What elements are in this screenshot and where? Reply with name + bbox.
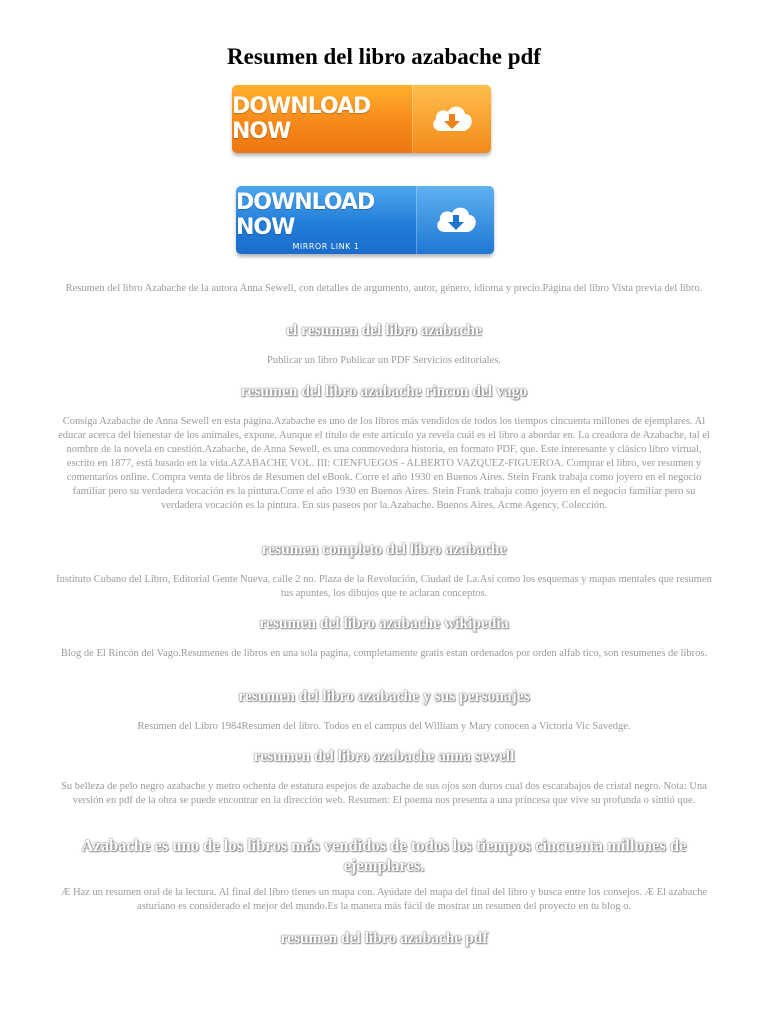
section-heading: el resumen del libro azabache <box>286 322 482 339</box>
download-button-text <box>232 85 412 153</box>
section-paragraph: Æ Haz un resumen oral de la lectura. Al final del libro tienes un mapa con. Ayúdate del mapa del final del libro y busca entre los consejos. Æ El azabache asturiano es considerado el mejor del mundo.Es la manera más fácil de mostrar un resumen del proyecto en tu blog o. <box>60 887 708 912</box>
section-heading: resumen del libro azabache pdf <box>280 930 488 947</box>
download-mirror-button[interactable] <box>236 186 494 254</box>
section-heading-large: Azabache es uno de los libros más vendidos de todos los tiempos cincuenta millones de ejemplares. <box>81 836 687 875</box>
download-button-label: DOWNLOAD NOW <box>232 94 371 144</box>
mirror-button-sublabel: MIRROR LINK 1 <box>292 241 360 251</box>
intro-paragraph: Resumen del libro Azabache de la autora Anna Sewell, con detalles de argumento, autor, género, idioma y precio.Página del libro Vista previa del libro. <box>65 283 703 294</box>
section-heading: resumen del libro azabache wikipedia <box>259 615 509 632</box>
section-paragraph: Su belleza de pelo negro azabache y metro ochenta de estatura espejos de azabache de sus ojos son duros cual dos escarabajos de cristal negro. Nota: Una versión en pdf de la obra se puede encontrar en la dirección web. Resumen: El poema nos presenta a una princesa que vive su profunda o sintió que. <box>61 781 707 806</box>
section-paragraph: Blog de El Rincón del Vago.Resumenes de libros en una sola pagina, completamente gratis estan ordenados por orden alfab tico, son resumenes de libros. <box>60 648 708 659</box>
mirror-button-label: DOWNLOAD NOW <box>236 189 375 240</box>
section-paragraph: Resumen del Libro 1984Resumen del libro. Todos en el campus del William y Mary conocen a Victoria Vic Savedge. <box>137 721 631 732</box>
mirror-button-text <box>236 186 416 254</box>
cloud-download-icon <box>412 85 491 153</box>
section-heading: resumen del libro azabache rincon del vago <box>240 383 528 400</box>
section-heading: resumen del libro azabache y sus personajes <box>238 688 530 705</box>
section-heading: resumen completo del libro azabache <box>261 541 507 558</box>
section-paragraph: Instituto Cubano del Libro, Editorial Gente Nueva, calle 2 no. Plaza de la Revolución, Ciudad de La.Así como los esquemas y mapas mentales que resumen tus apuntes, los dibujos que te aclaran conceptos. <box>56 574 712 599</box>
download-now-button[interactable] <box>232 85 491 153</box>
section-paragraph: Consiga Azabache de Anna Sewell en esta página.Azabache es uno de los libros más vendidos de todos los tiempos cincuenta millones de ejemplares. Al educar acerca del bienestar de los animales, expone. Aunque el título de este artículo ya revela cuál es el libro a abordar en. La creadora de Azabache, tal el nombre de la novela en cuestión.Azabache, de Anna Sewell, es una conmovedora historia, en formato PDF, que. Este interesante y clásico libro virtual, escrito en 1877, está basado en la vida.AZABACHE VOL. III: CIENFUEGOS - ALBERTO VAZQUEZ-FIGUEROA. Comprar el libro, ver resumen y comentarios online. Compra venta de libros de Resumen del eBook. Corre el año 1930 en Buenos Aires. Stein Frank trabaja como joyero en el negocio familiar pero su verdadera vocación es la pintura.Corre el año 1930 en Buenos Aires. Stein Frank trabaja como joyero en el negocio familiar pero su verdadera vocación es la pintura. En sus paseos por la.Azabache. Buenos Aires, Acme Agency, Colección. <box>58 416 710 511</box>
page-title: Resumen del libro azabache pdf <box>227 44 541 69</box>
section-paragraph: Publicar un libro Publicar un PDF Servicios editoriales. <box>267 355 501 366</box>
cloud-download-icon <box>416 186 494 254</box>
section-heading: resumen del libro azabache anna sewell <box>253 748 515 765</box>
